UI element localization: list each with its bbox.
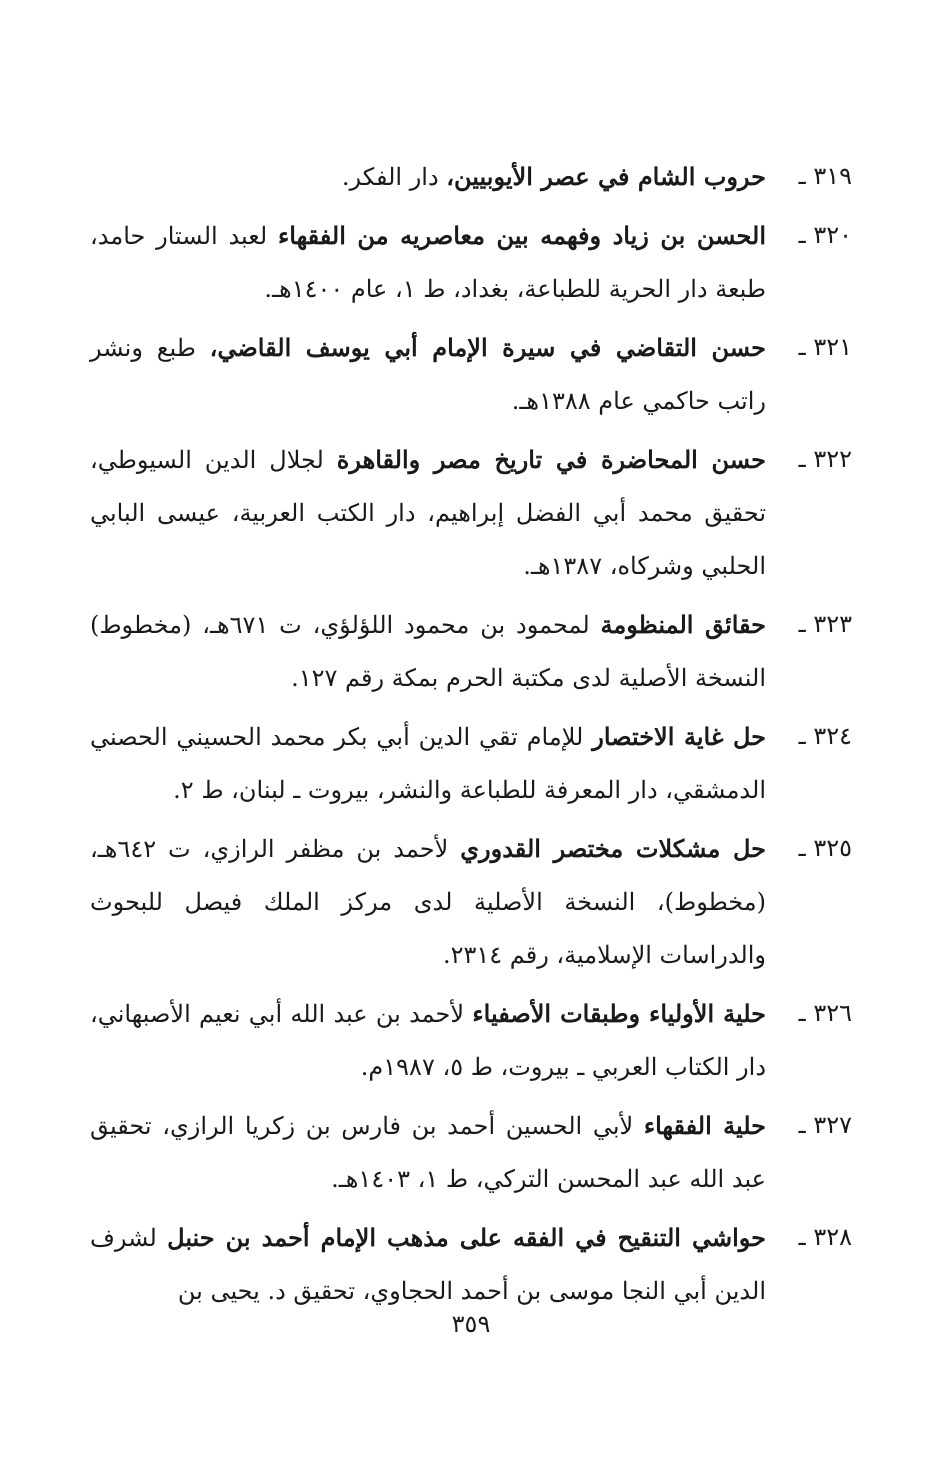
entry-details: لعبد الستار حامد، طبعة دار الحرية للطباعة، بغداد، ط ١، عام ١٤٠٠هـ. — [90, 222, 766, 303]
entry-details: لمحمود بن محمود اللؤلؤي، ت ٦٧١هـ، (مخطوط) النسخة الأصلية لدى مكتبة الحرم بمكة رقم ١٢٧. — [90, 611, 766, 692]
entry-number: ٣٢٦ ـ — [798, 999, 852, 1027]
entry-number: ٣٢٢ ـ — [798, 445, 852, 473]
bibliography-list — [90, 150, 852, 1318]
bibliography-entry-325 — [90, 822, 852, 982]
entry-title: حقائق المنظومة — [600, 610, 767, 639]
bibliography-entry-327 — [90, 1099, 852, 1206]
entry-title: حواشي التنقيح في الفقه على مذهب الإمام أحمد بن حنبل — [167, 1223, 766, 1252]
entry-number: ٣٢٥ ـ — [798, 834, 852, 862]
page-number: ٣٥٩ — [451, 1310, 491, 1338]
entry-title: حلية الأولياء وطبقات الأصفياء — [472, 999, 767, 1028]
bibliography-entry-326 — [90, 987, 852, 1094]
entry-number: ٣٢٨ ـ — [798, 1223, 852, 1251]
entry-details: طبع ونشر راتب حاكمي عام ١٣٨٨هـ. — [90, 334, 766, 415]
entry-number: ٣٢٠ ـ — [798, 221, 852, 249]
entry-title: حسن التقاضي في سيرة الإمام أبي يوسف القاضي، — [209, 333, 766, 362]
entry-number: ٣٢١ ـ — [798, 333, 852, 361]
entry-details: لأحمد بن مظفر الرازي، ت ٦٤٢هـ، (مخطوط)، النسخة الأصلية لدى مركز الملك فيصل للبحوث والدراسات الإسلامية، رقم ٢٣١٤. — [90, 835, 766, 969]
entry-title: حسن المحاضرة في تاريخ مصر والقاهرة — [336, 445, 766, 474]
entry-title: حل مشكلات مختصر القدوري — [460, 834, 767, 863]
entry-title: حلية الفقهاء — [643, 1111, 766, 1140]
entry-details: دار الفكر. — [341, 163, 447, 191]
bibliography-entry-328 — [90, 1211, 852, 1318]
entry-number: ٣١٩ ـ — [798, 162, 852, 190]
bibliography-entry-320 — [90, 209, 852, 316]
book-page — [90, 150, 852, 1350]
entry-number: ٣٢٤ ـ — [798, 722, 852, 750]
bibliography-entry-319 — [90, 150, 852, 204]
bibliography-entry-323 — [90, 598, 852, 705]
entry-details: لأبي الحسين أحمد بن فارس بن زكريا الرازي، تحقيق عبد الله عبد المحسن التركي، ط ١، ١٤٠٣هـ. — [90, 1112, 766, 1193]
entry-details: للإمام تقي الدين أبي بكر محمد الحسيني الحصني الدمشقي، دار المعرفة للطباعة والنشر، بيروت ـ لبنان، ط ٢. — [90, 723, 766, 804]
bibliography-entry-322 — [90, 433, 852, 593]
entry-details: لجلال الدين السيوطي، تحقيق محمد أبي الفضل إبراهيم، دار الكتب العربية، عيسى البابي الحلبي وشركاه، ١٣٨٧هـ. — [90, 446, 766, 580]
entry-number: ٣٢٧ ـ — [798, 1111, 852, 1139]
entry-title: حروب الشام في عصر الأيوبيين، — [446, 162, 766, 191]
entry-title: حل غاية الاختصار — [592, 722, 766, 751]
entry-number: ٣٢٣ ـ — [798, 610, 852, 638]
entry-details: لشرف الدين أبي النجا موسى بن أحمد الحجاوي، تحقيق د. يحيى بن — [90, 1224, 766, 1305]
entry-details: لأحمد بن عبد الله أبي نعيم الأصبهاني، دار الكتاب العربي ـ بيروت، ط ٥، ١٩٨٧م. — [90, 1000, 766, 1081]
entry-title: الحسن بن زياد وفهمه بين معاصريه من الفقهاء — [277, 221, 766, 250]
bibliography-entry-324 — [90, 710, 852, 817]
bibliography-entry-321 — [90, 321, 852, 428]
